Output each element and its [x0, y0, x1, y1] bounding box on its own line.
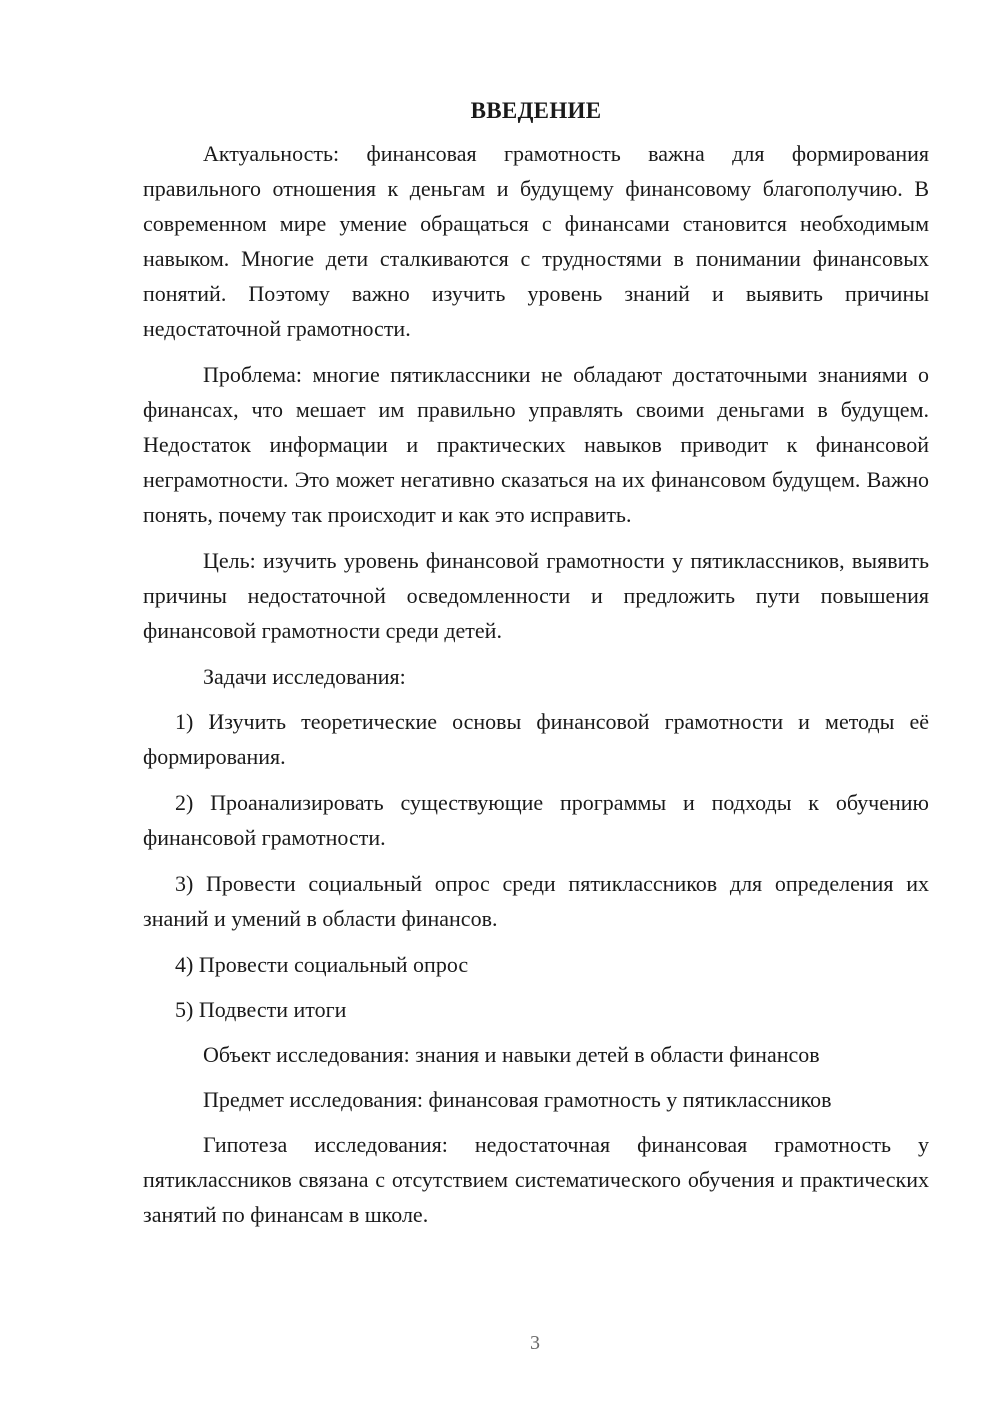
research-object: Объект исследования: знания и навыки детей в области финансов [203, 1042, 820, 1067]
page-title: ВВЕДЕНИЕ [470, 98, 602, 123]
task-item-5: 5) Подвести итоги [175, 997, 347, 1022]
goal-paragraph: Цель: изучить уровень финансовой грамотности у пятиклассников, выявить причины недостаточной осведомленности и предложить пути повышения финансовой грамотности среди детей. [143, 548, 929, 643]
task-item-3: 3) Провести социальный опрос среди пятиклассников для определения их знаний и умений в области финансов. [143, 871, 929, 931]
problem-paragraph: Проблема: многие пятиклассники не обладают достаточными знаниями о финансах, что мешает им правильно управлять своими деньгами в будущем. Недостаток информации и практических навыков приводит к финансовой неграмотности. Это может негативно сказаться на их финансовом будущем. Важно понять, почему так происходит и как это исправить. [143, 362, 929, 527]
task-item-2: 2) Проанализировать существующие программы и подходы к обучению финансовой грамотности. [143, 790, 929, 850]
relevance-paragraph: Актуальность: финансовая грамотность важна для формирования правильного отношения к деньгам и будущему финансовому благополучию. В современном мире умение обращаться с финансами становится необходимым навыком. Многие дети сталкиваются с трудностями в понимании финансовых понятий. Поэтому важно изучить уровень знаний и выявить причины недостаточной грамотности. [143, 141, 929, 341]
document-page [143, 95, 929, 1243]
page-number: 3 [530, 1332, 540, 1354]
task-item-1: 1) Изучить теоретические основы финансовой грамотности и методы её формирования. [143, 709, 929, 769]
research-subject: Предмет исследования: финансовая грамотность у пятиклассников [203, 1087, 832, 1112]
task-item-4: 4) Провести социальный опрос [175, 952, 469, 977]
research-hypothesis: Гипотеза исследования: недостаточная финансовая грамотность у пятиклассников связана с отсутствием систематического обучения и практических занятий по финансам в школе. [143, 1132, 929, 1227]
tasks-heading: Задачи исследования: [203, 664, 406, 689]
